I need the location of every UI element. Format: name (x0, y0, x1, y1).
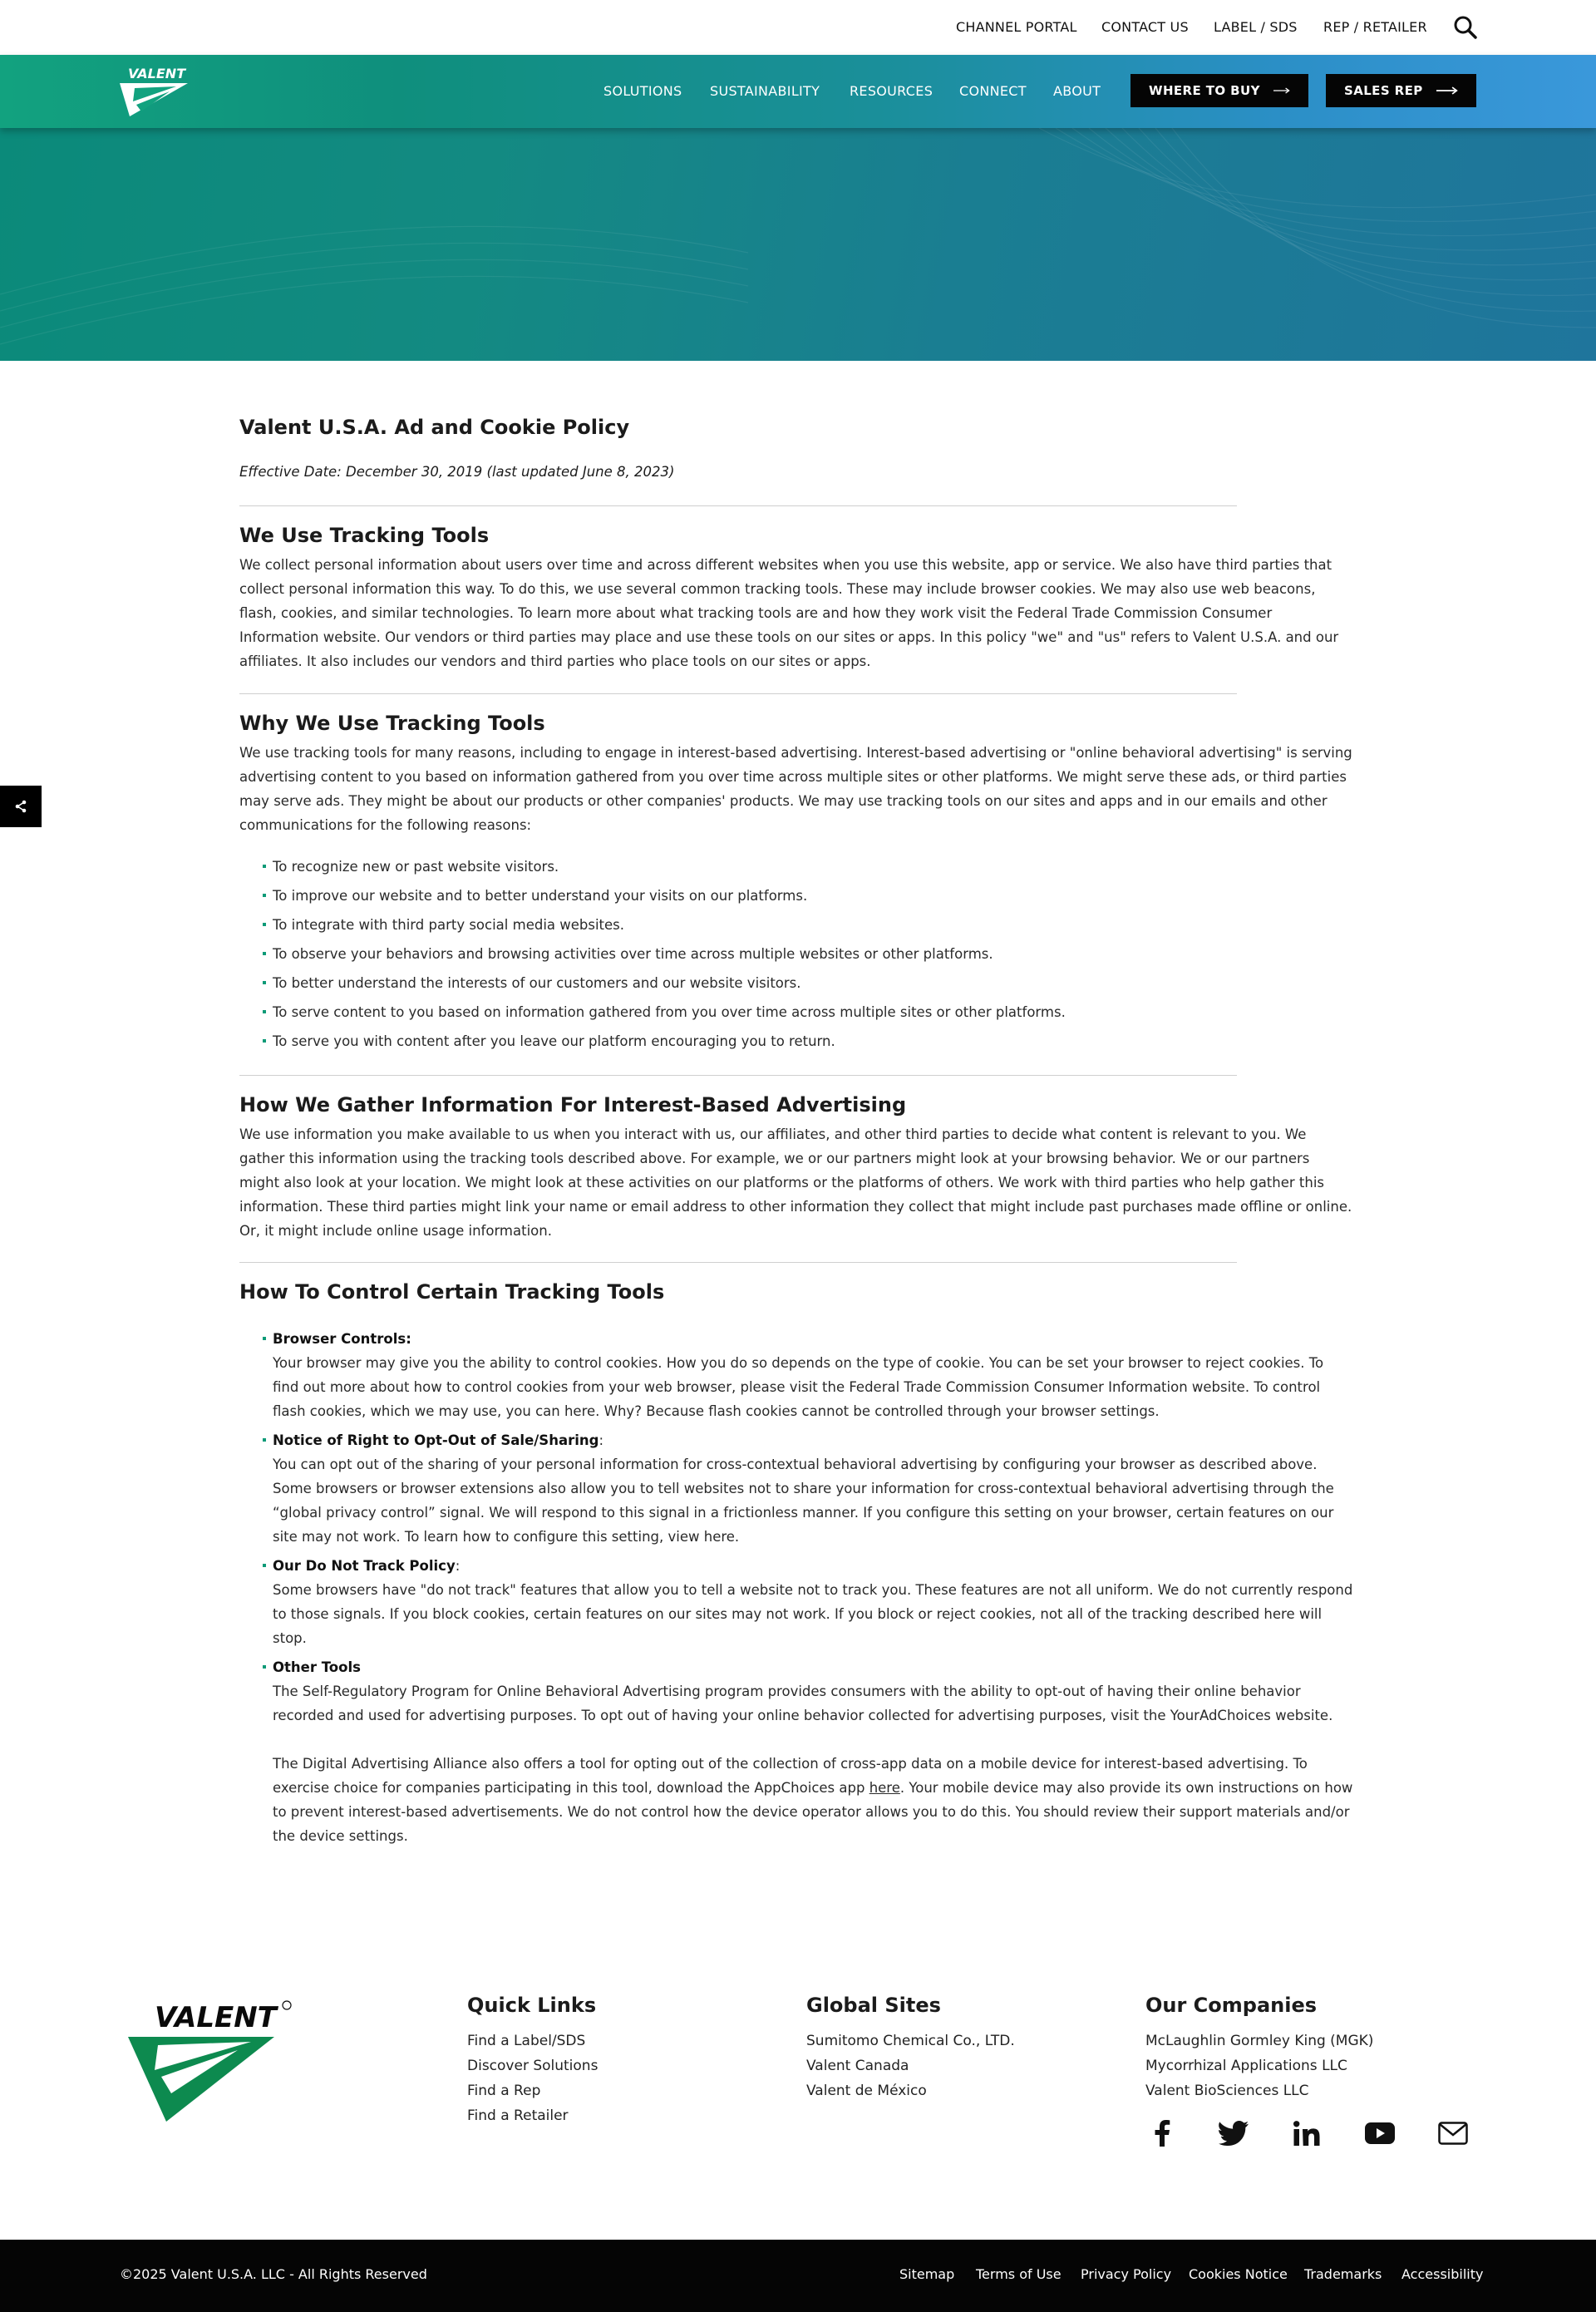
global-sites-title: Global Sites (806, 1994, 941, 2017)
section-heading-how-we-gather-information: How We Gather Information For Interest-Based Advertising (239, 1093, 907, 1117)
section-body-how-we-gather-information: We use information you make available to us when you interact with us, our affiliates, and other third parties to decide what content is relevant to you. We gather this information using the tracking tools described above. For example, we or our partners might look at your browsing behavior. We or our partners might also look at your location. We might look at these activities on our platforms or the platforms of others. We work with third parties who help gather this information. These third parties might link your name or email address to other information they collect that might include past purchases made offline or online. Or, it might include online usage information. (239, 1126, 1352, 1239)
divider (239, 1075, 1237, 1076)
section-heading-how-to-control-tracking-tools: How To Control Certain Tracking Tools (239, 1280, 665, 1304)
sales-rep-button[interactable] (1326, 74, 1476, 107)
hero-pattern (0, 128, 1596, 361)
opt-out-body: You can opt out of the sharing of your personal information for cross-contextual behavioral advertising by configuring your browser as described above. Some browsers or browser extensions also allow you to tell websites not to share your information for cross-contextual behavioral advertising through the “global privacy control” signal. We will respond to this signal in a frictionless manner. If you configure this setting on your browser, certain features on our site may not work. To learn how to configure this setting, view here. (273, 1457, 1334, 1545)
footer-valent-logo[interactable] (125, 1995, 296, 2123)
divider (239, 693, 1237, 694)
list-item: To improve our website and to better understand your visits on our platforms. (273, 884, 1353, 913)
bottom-link-trademarks[interactable]: Trademarks (1304, 2266, 1382, 2282)
do-not-track-body: Some browsers have "do not track" features that allow you to tell a website not to track you. These features are not all uniform. We do not currently respond to those signals. If you block cookies, certain features on our sites may not work. If you block or reject cookies, not all of the tracking described here will stop. (273, 1582, 1353, 1646)
opt-out-label: Notice of Right to Opt-Out of Sale/Sharing (273, 1432, 599, 1448)
social-links (1145, 2117, 1470, 2150)
list-item-do-not-track: Our Do Not Track Policy: Some browsers have "do not track" features that allow you to tell a website not to track you. These features are not all uniform. We do not currently respond to those signals. If you block cookies, certain features on our sites may not work. If you block or reject cookies, not all of the tracking described here will stop. (273, 1554, 1353, 1650)
section-heading-we-use-tracking-tools: We Use Tracking Tools (239, 524, 490, 547)
browser-controls-body: Your browser may give you the ability to control cookies. How you do so depends on the type of cookie. You can be set your browser to reject cookies. To find out more about how to control cookies from your web browser, please visit the Federal Trade Commission Consumer Information website. To control flash cookies, which we may use, you can here. Why? Because flash cookies cannot be controlled through your browser settings. (273, 1355, 1324, 1419)
hero-banner (0, 128, 1596, 361)
footer-link-find-retailer[interactable]: Find a Retailer (467, 2107, 569, 2124)
quick-links-title: Quick Links (467, 1994, 597, 2017)
logo-text: VALENT (128, 66, 186, 81)
browser-controls-label: Browser Controls: (273, 1331, 411, 1347)
tracking-controls-list (273, 1327, 1353, 1853)
search-icon[interactable] (1453, 15, 1478, 40)
daa-body: The Digital Advertising Alliance also offers a tool for opting out of the collection of cross-app data on a mobile device for interest-based advertising. To exercise choice for companies participating in this tool, download the AppChoices app here. Your mobile device may also provide its own instructions on how to prevent interest-based advertisements. We do not control how the device operator allows you to do this. You should review their support materials and/or the device settings. (273, 1756, 1353, 1844)
bottom-link-cookies-notice[interactable]: Cookies Notice (1189, 2266, 1288, 2282)
footer-global-sites (806, 1994, 1015, 2103)
nav-resources[interactable]: RESOURCES (850, 83, 933, 99)
effective-date: Effective Date: December 30, 2019 (last updated June 8, 2023) (239, 464, 675, 480)
page-title: Valent U.S.A. Ad and Cookie Policy (239, 416, 630, 439)
footer-logo-text: VALENT (155, 2001, 277, 2034)
other-tools-body: The Self-Regulatory Program for Online Behavioral Advertising program provides consumers with the ability to opt-out of having their online behavior recorded and used for advertising purposes. To opt out of having your online behavior collected for advertising purposes, visit the YourAdChoices website. (273, 1683, 1333, 1723)
footer-link-valent-canada[interactable]: Valent Canada (806, 2058, 909, 2074)
footer-link-sumitomo[interactable]: Sumitomo Chemical Co., LTD. (806, 2033, 1015, 2049)
nav-sustainability[interactable]: SUSTAINABILITY (710, 83, 820, 99)
list-item: To observe your behaviors and browsing activities over time across multiple websites or other platforms. (273, 942, 1353, 971)
nav-about[interactable]: ABOUT (1053, 83, 1101, 99)
footer-link-valent-mexico[interactable]: Valent de México (806, 2083, 927, 2099)
list-item: To serve you with content after you leave our platform encouraging you to return. (273, 1029, 1353, 1058)
bottom-link-terms-of-use[interactable]: Terms of Use (976, 2266, 1062, 2282)
utility-link-label-sds[interactable]: LABEL / SDS (1214, 19, 1298, 35)
bottom-link-privacy-policy[interactable]: Privacy Policy (1081, 2266, 1172, 2282)
footer-link-find-label-sds[interactable]: Find a Label/SDS (467, 2033, 586, 2049)
appchoices-link[interactable]: here (869, 1780, 900, 1796)
divider (239, 1262, 1237, 1263)
section-body-why-we-use-tracking-tools: We use tracking tools for many reasons, including to engage in interest-based advertising. Interest-based advertising or "online behavioral advertising" is serving advertising content to you based on information gathered from you over time across multiple sites or other platforms. We might serve these ads, or third parties may serve ads. They might be about our products or other companies' products. We may use tracking tools on our sites and apps and in our emails and other communications for the following reasons: (239, 745, 1352, 833)
list-item: To serve content to you based on information gathered from you over time across multiple sites or other platforms. (273, 1000, 1353, 1029)
list-item: To recognize new or past website visitors. (273, 855, 1353, 884)
email-icon[interactable] (1436, 2117, 1470, 2150)
other-tools-label: Other Tools (273, 1659, 361, 1675)
nav-solutions[interactable]: SOLUTIONS (603, 83, 682, 99)
utility-bar (0, 0, 1596, 55)
section-body-we-use-tracking-tools: We collect personal information about users over time and across different websites when you use this website, app or service. We also have third parties that collect personal information this way. To do this, we use several common tracking tools. These may include browser cookies. We may also use web beacons, flash, cookies, and similar technologies. To learn more about what tracking tools are and how they work visit the Federal Trade Commission Consumer Information website. Our vendors or third parties may place and use these tools on our sites or apps. In this policy "we" and "us" refers to Valent U.S.A. and our affiliates. It also includes our vendors and third parties who place tools on our sites or apps. (239, 557, 1339, 669)
share-button[interactable] (0, 786, 42, 827)
list-item-opt-out: Notice of Right to Opt-Out of Sale/Sharing: You can opt out of the sharing of your personal information for cross-contextual behavioral advertising by configuring your browser as described above. Some browsers or browser extensions also allow you to tell websites not to share your information for cross-contextual behavioral advertising through the “global privacy control” signal. We will respond to this signal in a frictionless manner. If you configure this setting on your browser, certain features on our site may not work. To learn how to configure this setting, view here. (273, 1428, 1353, 1549)
share-icon (14, 800, 27, 813)
sales-rep-label: SALES REP (1344, 83, 1423, 98)
valent-logo[interactable] (118, 63, 190, 118)
utility-link-contact-us[interactable]: CONTACT US (1101, 19, 1189, 35)
copyright-text: ©2025 Valent U.S.A. LLC - All Rights Reserved (120, 2266, 427, 2282)
main-nav (0, 55, 1596, 128)
arrow-right-icon (1273, 85, 1290, 96)
our-companies-title: Our Companies (1145, 1994, 1318, 2017)
twitter-icon[interactable] (1217, 2117, 1250, 2150)
section-heading-why-we-use-tracking-tools: Why We Use Tracking Tools (239, 712, 545, 735)
linkedin-icon[interactable] (1290, 2117, 1323, 2150)
list-item: To integrate with third party social media websites. (273, 913, 1353, 942)
footer-quick-links (467, 1994, 598, 2128)
footer-link-mgk[interactable]: McLaughlin Gormley King (MGK) (1145, 2033, 1374, 2049)
utility-link-channel-portal[interactable]: CHANNEL PORTAL (956, 19, 1077, 35)
bottom-link-accessibility[interactable]: Accessibility (1401, 2266, 1484, 2282)
tracking-reasons-list (273, 855, 1353, 1058)
youtube-icon[interactable] (1363, 2117, 1396, 2150)
footer-link-find-rep[interactable]: Find a Rep (467, 2083, 541, 2099)
divider (239, 505, 1237, 506)
footer-link-discover-solutions[interactable]: Discover Solutions (467, 2058, 598, 2074)
where-to-buy-button[interactable] (1130, 74, 1308, 107)
footer-our-companies (1145, 1994, 1373, 2103)
footer-link-valent-biosciences[interactable]: Valent BioSciences LLC (1145, 2083, 1309, 2099)
do-not-track-label: Our Do Not Track Policy (273, 1558, 456, 1574)
bottom-link-sitemap[interactable]: Sitemap (899, 2266, 955, 2282)
arrow-right-icon (1436, 85, 1458, 96)
list-item-browser-controls (273, 1327, 1353, 1423)
nav-connect[interactable]: CONNECT (959, 83, 1027, 99)
list-item: To better understand the interests of our customers and our website visitors. (273, 971, 1353, 1000)
bottom-bar (0, 2240, 1596, 2312)
list-item-other-tools (273, 1655, 1353, 1848)
where-to-buy-label: WHERE TO BUY (1149, 83, 1260, 98)
facebook-icon[interactable] (1145, 2117, 1179, 2150)
footer-link-mycorrhizal[interactable]: Mycorrhizal Applications LLC (1145, 2058, 1347, 2074)
utility-link-rep-retailer[interactable]: REP / RETAILER (1323, 19, 1427, 35)
